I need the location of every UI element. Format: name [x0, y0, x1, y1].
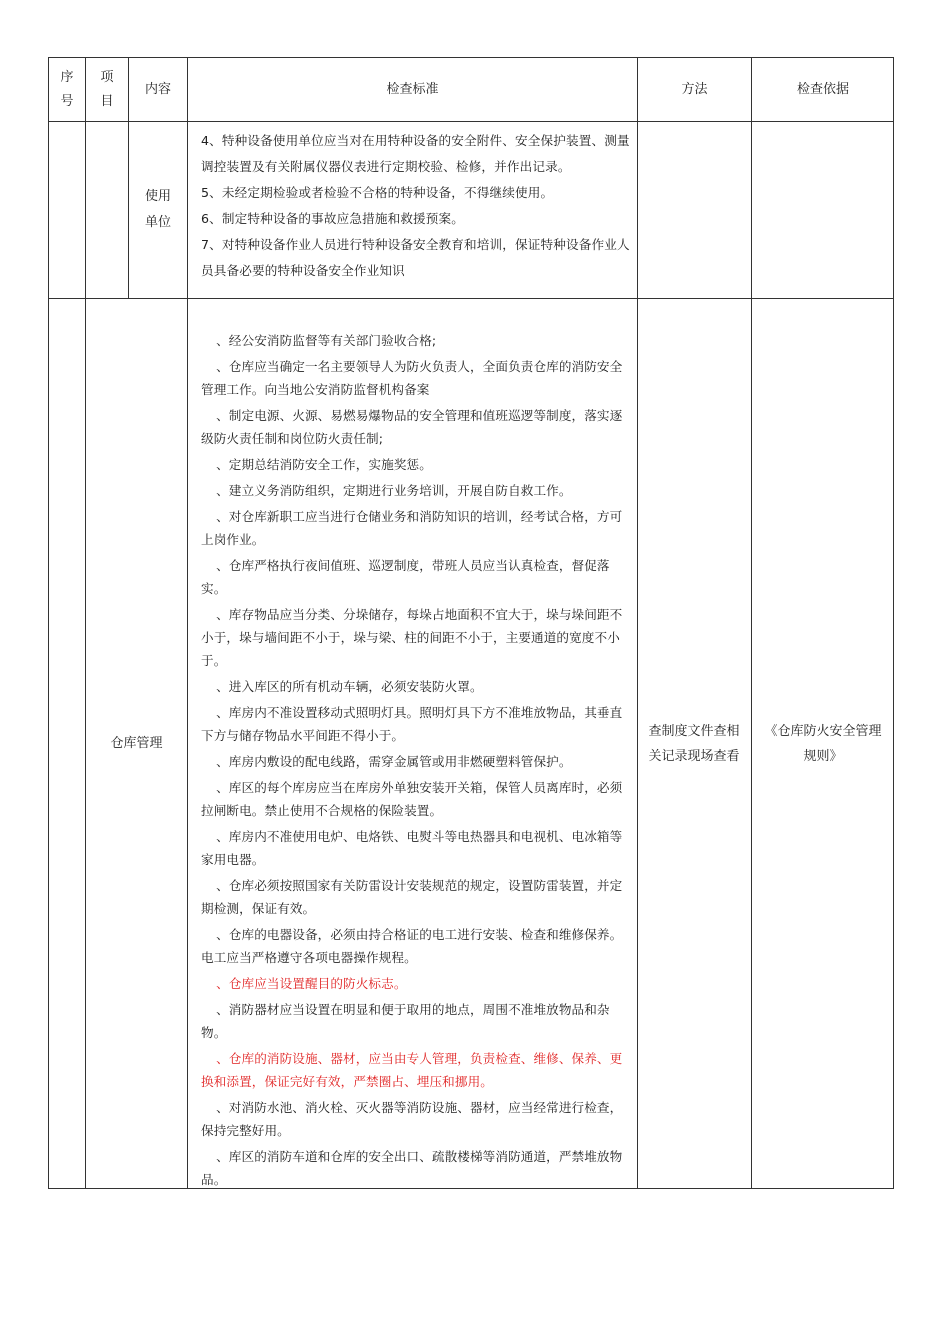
- header-seq: [49, 58, 85, 121]
- row2-item: 仓库管理: [110, 735, 163, 751]
- col-divider-method: [751, 58, 752, 1188]
- row2-standard-item: 、库房内不准使用电炉、电烙铁、电熨斗等电热器具和电视机、电冰箱等家用电器。: [201, 829, 623, 867]
- row2-standard-item: 、定期总结消防安全工作，实施奖惩。: [216, 457, 432, 472]
- row2-standard-item: 、库存物品应当分类、分垛储存，每垛占地面积不宜大于，垛与垛间距不小于，垛与墙间距不小于，垛与梁、柱的间距不小于，主要通道的宽度不小于。: [201, 607, 623, 668]
- row2-standard: [201, 329, 633, 1194]
- header-item-line2: 目: [100, 93, 114, 109]
- row2-standard-item: 、库区的每个库房应当在库房外单独安装开关箱，保管人员离库时，必须拉闸断电。禁止使用不合规格的保险装置。: [201, 780, 623, 818]
- row2-method: 查制度文件查相关记录现场查看: [648, 723, 740, 764]
- row2-standard-item: 、消防器材应当设置在明显和便于取用的地点，周围不准堆放物品和杂物。: [201, 1002, 610, 1040]
- row2-standard-item: 、仓库应当设置醒目的防火标志。: [216, 976, 407, 991]
- row2-standard-item: 、仓库的电器设备，必须由持合格证的电工进行安装、检查和维修保养。电工应当严格遵守各项电器操作规程。: [201, 927, 623, 965]
- header-seq-line1: 序: [60, 69, 74, 85]
- row1-standard-item: 4、特种设备使用单位应当对在用特种设备的安全附件、安全保护装置、测量调控装置及有关附属仪器仪表进行定期校验、检修，并作出记录。: [201, 133, 630, 174]
- row1-content-line2: 单位: [144, 215, 171, 230]
- row2-standard-item: 、进入库区的所有机动车辆，必须安装防火罩。: [216, 679, 483, 694]
- header-item-line1: 项: [100, 69, 114, 85]
- row2-standard-item: 、仓库的消防设施、器材，应当由专人管理，负责检查、维修、保养、更换和添置，保证完好有效，严禁圈占、埋压和挪用。: [201, 1051, 623, 1089]
- row1-standard: [201, 128, 631, 296]
- row1-standard-item: 7、对特种设备作业人员进行特种设备安全教育和培训，保证特种设备作业人员具备必要的特种设备安全作业知识: [201, 237, 630, 278]
- col-divider-content: [187, 58, 188, 1188]
- header-seq-line2: 号: [60, 93, 74, 109]
- row2-standard-item: 、库房内敷设的配电线路，需穿金属管或用非燃硬塑料管保护。: [216, 754, 572, 769]
- row2-standard-item: 、仓库严格执行夜间值班、巡逻制度，带班人员应当认真检查，督促落实。: [201, 558, 610, 596]
- col-divider-standard: [637, 58, 638, 1188]
- header-basis: 检查依据: [796, 81, 849, 97]
- row1-content-line1: 使用: [144, 189, 171, 204]
- row2-standard-item: 、对仓库新职工应当进行仓储业务和消防知识的培训，经考试合格，方可上岗作业。: [201, 509, 623, 547]
- row2-standard-item: 、对消防水池、消火栓、灭火器等消防设施、器材，应当经常进行检查，保持完整好用。: [201, 1100, 623, 1138]
- header-standard: 检查标准: [386, 81, 439, 97]
- row1-standard-item: 6、制定特种设备的事故应急措施和救援预案。: [201, 211, 465, 226]
- row2-standard-item: 、经公安消防监督等有关部门验收合格;: [216, 333, 437, 348]
- row2-standard-item: 、仓库应当确定一名主要领导人为防火负责人，全面负责仓库的消防安全管理工作。向当地公安消防监督机构备案: [201, 359, 623, 397]
- row2-basis: 《仓库防火安全管理规则》: [764, 723, 882, 764]
- row1-content: [129, 122, 187, 298]
- header-content: 内容: [144, 81, 171, 97]
- header-method: 方法: [681, 81, 708, 97]
- row1-standard-item: 5、未经定期检验或者检验不合格的特种设备，不得继续使用。: [201, 185, 554, 200]
- row2-standard-item: 、制定电源、火源、易燃易爆物品的安全管理和值班巡逻等制度，落实逐级防火责任制和岗位防火责任制;: [201, 408, 623, 446]
- header-item: [86, 58, 128, 121]
- row2-standard-item: 、建立义务消防组织，定期进行业务培训，开展自防自救工作。: [216, 483, 572, 498]
- row2-standard-item: 、库房内不准设置移动式照明灯具。照明灯具下方不准堆放物品，其垂直下方与储存物品水平间距不得小于。: [201, 705, 623, 743]
- inspection-table: [48, 57, 894, 1189]
- row2-standard-item: 、仓库必须按照国家有关防雷设计安装规范的规定，设置防雷装置，并定期检测，保证有效。: [201, 878, 623, 916]
- row2-standard-item: 、库区的消防车道和仓库的安全出口、疏散楼梯等消防通道，严禁堆放物品。: [201, 1149, 623, 1187]
